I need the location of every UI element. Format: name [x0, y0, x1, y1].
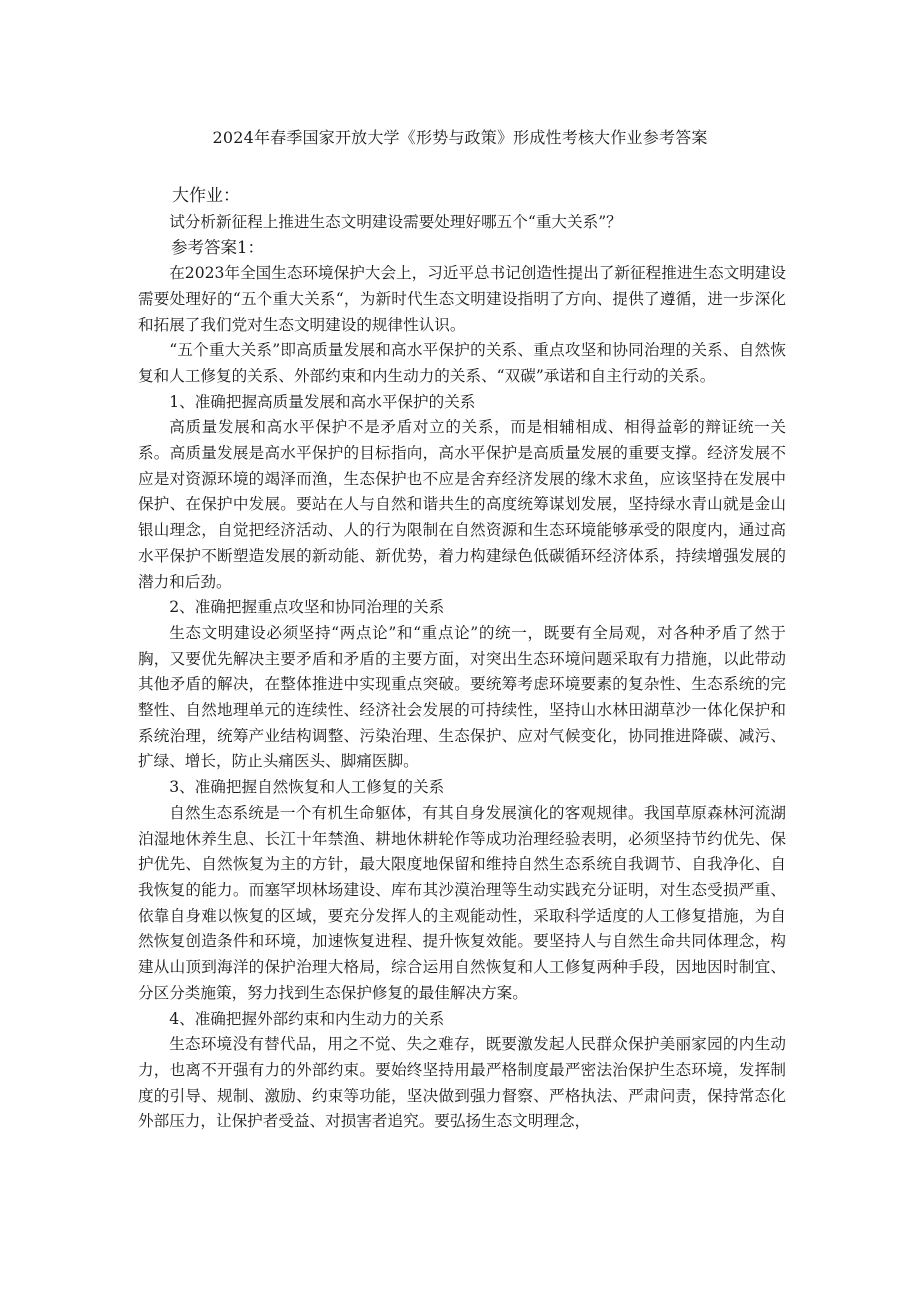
section-heading-4: 4、准确把握外部约束和内生动力的关系: [169, 1009, 445, 1028]
section-heading-1: 1、准确把握高质量发展和高水平保护的关系: [169, 392, 476, 411]
document-title: 2024年春季国家开放大学《形势与政策》形成性考核大作业参考答案: [212, 128, 708, 147]
paragraph-five-relations: “五个重大关系”即高质量发展和高水平保护的关系、重点攻坚和协同治理的关系、自然恢复和人工修复的关系、外部约束和内生动力的关系、“双碳”承诺和自主行动的关系。: [138, 341, 786, 385]
paragraph-section-3: 自然生态系统是一个有机生命躯体，有其自身发展演化的客观规律。我国草原森林河流湖泊湿地休养生息、长江十年禁渔、耕地休耕轮作等成功治理经验表明，必须坚持节约优先、保护优先、自然恢复为主的方针，最大限度地保留和维持自然生态系统自我调节、自我净化、自我恢复的能力。而塞罕坝林场建设、库布其沙漠治理等生动实践充分证明，对生态受损严重、依靠自身难以恢复的区域，要充分发挥人的主观能动性，采取科学适度的人工修复措施，为自然恢复创造条件和环境，加速恢复进程、提升恢复效能。要坚持人与自然生命共同体理念，构建从山顶到海洋的保护治理大格局，综合运用自然恢复和人工修复两种手段，因地因时制宜、分区分类施策，努力找到生态保护修复的最佳解决方案。: [138, 803, 786, 1002]
paragraph-section-1: 高质量发展和高水平保护不是矛盾对立的关系，而是相辅相成、相得益彰的辩证统一关系。高质量发展是高水平保护的目标指向，高水平保护是高质量发展的重要支撑。经济发展不应是对资源环境的竭泽而渔，生态保护也不应是舍弃经济发展的缘木求鱼，应该坚持在发展中保护、在保护中发展。要站在人与自然和谐共生的高度统筹谋划发展，坚持绿水青山就是金山银山理念，自觉把经济活动、人的行为限制在自然资源和生态环境能够承受的限度内，通过高水平保护不断塑造发展的新动能、新优势，着力构建绿色低碳循环经济体系，持续增强发展的潜力和后劲。: [138, 418, 786, 591]
assignment-label: 大作业：: [172, 186, 240, 206]
paragraph-section-2: 生态文明建设必须坚持“两点论”和“重点论”的统一，既要有全局观，对各种矛盾了然于胸，又要优先解决主要矛盾和矛盾的主要方面，对突出生态环境问题采取有力措施，以此带动其他矛盾的解决，在整体推进中实现重点突破。要统筹考虑环境要素的复杂性、生态系统的完整性、自然地理单元的连续性、经济社会发展的可持续性，坚持山水林田湖草沙一体化保护和系统治理，统筹产业结构调整、污染治理、生态保护、应对气候变化，协同推进降碳、减污、扩绿、增长，防止头痛医头、脚痛医脚。: [138, 623, 786, 771]
paragraph-intro: 在2023年全国生态环境保护大会上，习近平总书记创造性提出了新征程推进生态文明建设需要处理好的“五个重大关系“，为新时代生态文明建设指明了方向、提供了遵循，进一步深化和拓展了我们党对生态文明建设的规律性认识。: [138, 264, 786, 334]
question-text: 试分析新征程上推进生态文明建设需要处理好哪五个“重大关系”？: [169, 212, 622, 231]
answer-label: 参考答案1：: [171, 238, 264, 258]
section-heading-3: 3、准确把握自然恢复和人工修复的关系: [169, 778, 445, 797]
section-heading-2: 2、准确把握重点攻坚和协同治理的关系: [169, 598, 445, 617]
paragraph-section-4: 生态环境没有替代品，用之不觉、失之难存，既要激发起人民群众保护美丽家园的内生动力，也离不开强有力的外部约束。要始终坚持用最严格制度最严密法治保护生态环境，发挥制度的引导、规制、激励、约束等功能，坚决做到强力督察、严格执法、严肃问责，保持常态化外部压力，让保护者受益、对损害者追究。要弘扬生态文明理念，: [138, 1035, 786, 1131]
document-body: [138, 184, 786, 1135]
